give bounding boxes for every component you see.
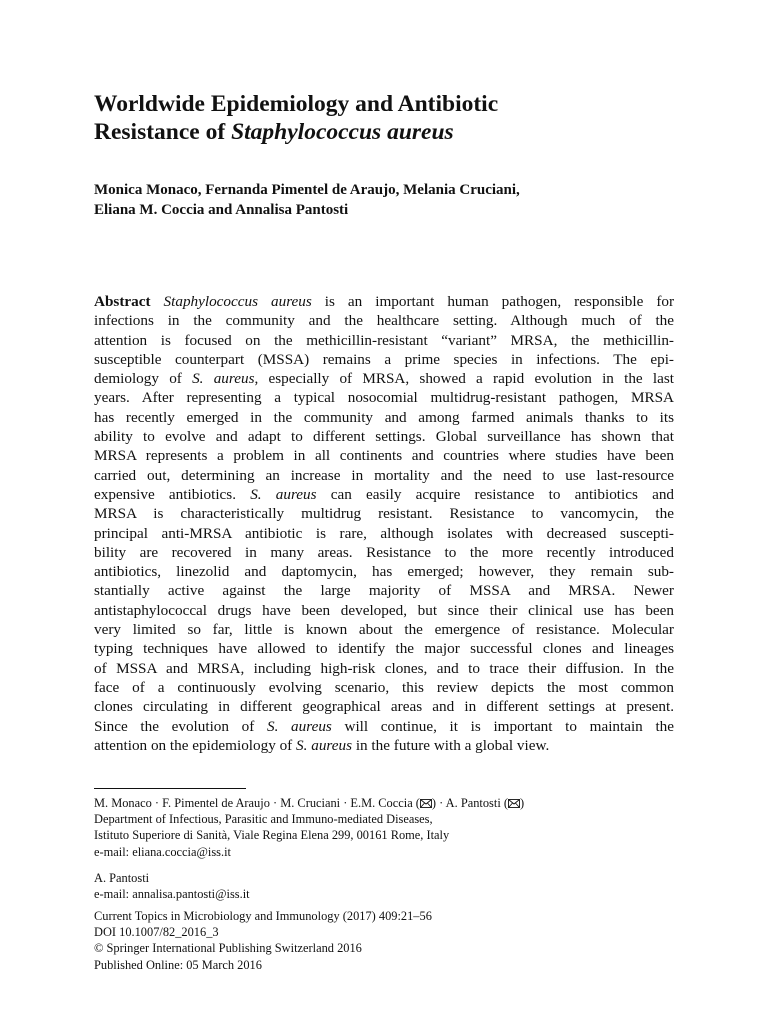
author-line-1: Monica Monaco, Fernanda Pimentel de Araujo, Melania Cruciani,: [94, 182, 520, 198]
abstract-line: [94, 581, 674, 600]
abstract-line: [94, 736, 674, 755]
abstract-text: demiology of: [94, 370, 193, 388]
abstract-text: bility are recovered in many areas. Resistance to the more recently introduced: [94, 543, 674, 561]
abstract-line: [94, 408, 674, 427]
abstract-line: [94, 524, 674, 543]
species-name: Staphylococcus aureus: [163, 293, 312, 310]
affiliation-email-2[interactable]: e-mail: annalisa.pantosti@iss.it: [94, 887, 250, 902]
affiliation-authors-c: ): [519, 796, 525, 810]
affiliation-institute: Istituto Superiore di Sanità, Viale Regina Elena 299, 00161 Rome, Italy: [94, 828, 450, 843]
author-line-2: Eliana M. Coccia and Annalisa Pantosti: [94, 202, 349, 218]
species-name: S. aureus: [266, 717, 332, 735]
abstract-line: [94, 331, 674, 350]
title-prefix: Resistance of: [94, 119, 232, 145]
abstract-text: clones circulating in different geographical areas and in different settings at present.: [94, 698, 674, 716]
abstract-text: of MSSA and MRSA, including high-risk clones, and to trace their diffusion. In the: [94, 659, 674, 677]
doi[interactable]: DOI 10.1007/82_2016_3: [94, 925, 219, 940]
abstract-line: [94, 601, 674, 620]
abstract-line: [94, 543, 674, 562]
species-name: S. aureus: [192, 370, 255, 388]
species-name: S. aureus: [296, 736, 353, 754]
journal-citation: Current Topics in Microbiology and Immunology (2017) 409:21–56: [94, 909, 432, 923]
abstract-heading: Abstract: [94, 293, 151, 310]
abstract-line: [94, 717, 674, 736]
affiliation-name-2: A. Pantosti: [94, 870, 150, 885]
abstract-line: [94, 639, 674, 658]
abstract-text: attention on the epidemiology of: [94, 736, 297, 754]
abstract-text: MRSA is characteristically multidrug resistant. Resistance to vancomycin, the: [94, 505, 674, 523]
abstract-text: Since the evolution of: [94, 717, 267, 735]
abstract-line: [94, 388, 674, 407]
abstract-text: [151, 293, 164, 310]
abstract-line: [94, 659, 674, 678]
abstract-text: is an important human pathogen, responsible for: [311, 293, 675, 310]
affiliation-department: Department of Infectious, Parasitic and Immuno-mediated Diseases,: [94, 812, 433, 827]
abstract-text: ability to evolve and adapt to different settings. Global surveillance has shown that: [94, 428, 674, 446]
abstract-line: [94, 369, 674, 388]
abstract-line: [94, 292, 674, 311]
affiliation-email-1[interactable]: e-mail: eliana.coccia@iss.it: [94, 844, 231, 859]
abstract-line: [94, 446, 674, 465]
abstract-text: in the future with a global view.: [352, 736, 550, 754]
footnote-rule: [94, 788, 246, 789]
abstract-line: [94, 466, 674, 485]
abstract-line: [94, 311, 674, 330]
abstract-text: antibiotics, linezolid and daptomycin, has emerged; however, they remain sub-: [94, 563, 674, 581]
abstract-line: [94, 485, 674, 504]
affiliation-authors-a: M. Monaco · F. Pimentel de Araujo · M. Cruciani · E.M. Coccia (: [94, 796, 420, 810]
publication-info: [94, 908, 674, 973]
published-online: Published Online: 05 March 2016: [94, 957, 262, 972]
abstract-line: [94, 697, 674, 716]
abstract-text: face of a continuously evolving scenario, this review depicts the most common: [94, 678, 674, 696]
abstract-text: MRSA represents a problem in all continents and countries where studies have been: [94, 447, 674, 465]
abstract-text: principal anti-MRSA antibiotic is rare, although isolates with decreased suscepti-: [94, 524, 674, 542]
abstract-text: attention is focused on the methicillin-resistant “variant” MRSA, the methicillin-: [94, 331, 674, 349]
abstract-text: susceptible counterpart (MSSA) remains a prime species in infections. The epi-: [94, 350, 674, 368]
abstract-text: antistaphylococcal drugs have been developed, but since their clinical use has been: [94, 601, 674, 619]
envelope-icon: [420, 799, 432, 808]
abstract-text: expensive antibiotics.: [94, 485, 251, 503]
abstract: [94, 292, 674, 755]
abstract-text: will continue, it is important to maintain the: [331, 717, 674, 735]
title-line-2: [94, 118, 674, 146]
article-title: [94, 90, 674, 146]
copyright: © Springer International Publishing Switzerland 2016: [94, 941, 362, 956]
abstract-line: [94, 350, 674, 369]
abstract-line: [94, 620, 674, 639]
abstract-text: infections in the community and the healthcare setting. Although much of the: [94, 312, 674, 330]
affiliation-authors-b: ) · A. Pantosti (: [431, 796, 508, 810]
abstract-line: [94, 427, 674, 446]
envelope-icon: [508, 799, 520, 808]
abstract-text: years. After representing a typical nosocomial multidrug-resistant pathogen, MRSA: [94, 389, 674, 407]
abstract-text: very limited so far, little is known about the emergence of resistance. Molecular: [94, 621, 674, 639]
abstract-text: can easily acquire resistance to antibiotics and: [316, 485, 675, 503]
abstract-line: [94, 504, 674, 523]
affiliation-block: [94, 795, 674, 902]
affiliation-authors: [94, 795, 674, 811]
abstract-text: stantially active against the large majority of MSSA and MRSA. Newer: [94, 582, 674, 600]
author-list: [94, 180, 674, 220]
abstract-text: carried out, determining an increase in mortality and the need to use last-resource: [94, 466, 674, 484]
abstract-line: [94, 678, 674, 697]
title-line-1: Worldwide Epidemiology and Antibiotic: [94, 91, 499, 117]
abstract-text: has recently emerged in the community and among farmed animals thanks to its: [94, 408, 674, 426]
species-name: S. aureus: [250, 485, 317, 503]
title-species: Staphylococcus aureus: [231, 119, 454, 145]
abstract-line: [94, 562, 674, 581]
abstract-text: typing techniques have allowed to identify the major successful clones and lineages: [94, 640, 674, 658]
abstract-text: , especially of MRSA, showed a rapid evolution in the last: [254, 370, 674, 388]
